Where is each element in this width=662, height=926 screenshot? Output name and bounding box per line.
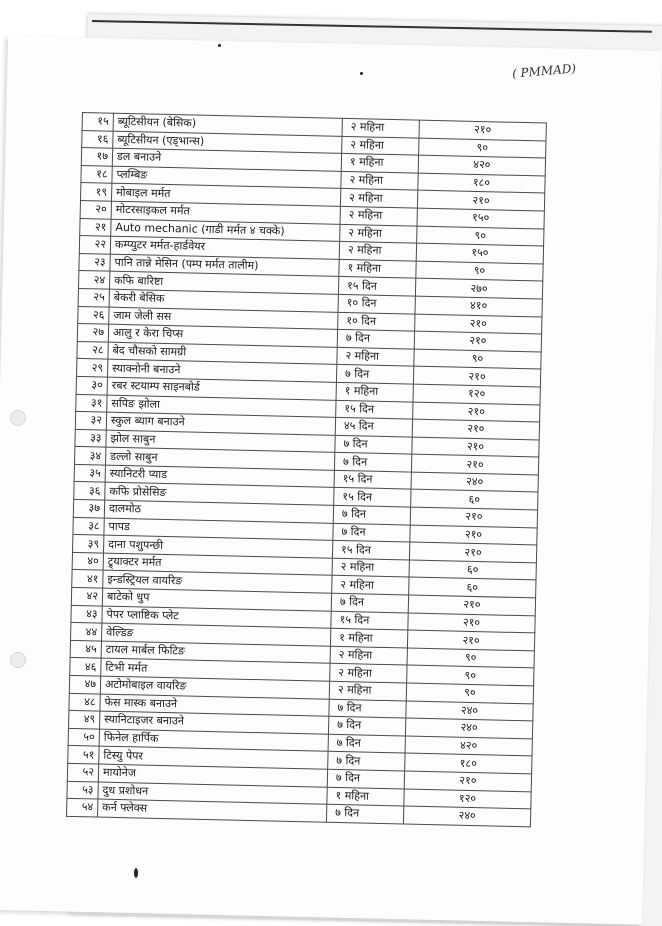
course-hours: १८०	[418, 173, 545, 193]
course-hours: २४०	[405, 718, 532, 738]
training-table	[66, 112, 547, 827]
course-hours: २१०	[408, 595, 535, 615]
row-number: ३५	[74, 464, 105, 482]
row-number: ५२	[67, 763, 98, 781]
row-number: २५	[78, 288, 109, 306]
course-duration: ७ दिन	[328, 734, 405, 753]
course-hours: १२०	[413, 384, 540, 404]
course-name: सपिङ झोला	[107, 395, 336, 418]
course-name: दालमोठ	[104, 500, 333, 523]
course-duration: ७ दिन	[333, 523, 410, 542]
course-hours: १५०	[417, 208, 544, 228]
course-duration: १० दिन	[338, 294, 415, 313]
course-name: डल बनाउने	[112, 148, 341, 171]
course-hours: २१०	[415, 314, 542, 334]
course-duration: २ महिना	[339, 242, 416, 261]
row-number: ५१	[68, 746, 99, 764]
row-number: ३२	[75, 412, 106, 430]
course-hours: २१०	[411, 454, 538, 474]
course-duration: ७ दिन	[328, 752, 405, 771]
course-hours: १५०	[416, 243, 543, 263]
row-number: ३७	[73, 499, 104, 517]
course-duration: १ महिना	[341, 154, 418, 173]
course-name: कफि प्रोसेसिङ	[105, 483, 334, 506]
course-duration: २ महिना	[340, 189, 417, 208]
course-hours: २१०	[410, 525, 537, 545]
row-number: ४७	[69, 675, 100, 693]
course-name: दाना पशुपन्छी	[104, 535, 333, 558]
row-number: ३४	[75, 447, 106, 465]
punch-hole	[10, 652, 26, 668]
row-number: २१	[80, 218, 111, 236]
course-name: पेपर प्लाष्टिक प्लेट	[102, 606, 331, 629]
course-name: Auto mechanic (गाडी मर्मत ४ चक्के)	[111, 219, 340, 242]
scan-speck	[134, 868, 138, 878]
course-name: टिस्यु पेपर	[99, 746, 328, 769]
row-number: २४	[78, 271, 109, 289]
course-hours: ४२०	[405, 736, 532, 756]
row-number: २०	[80, 200, 111, 218]
course-hours: ९०	[416, 261, 543, 281]
row-number: ४२	[71, 587, 102, 605]
row-number: १६	[82, 130, 113, 148]
row-number: ३३	[75, 429, 106, 447]
course-hours: ६०	[409, 577, 536, 597]
row-number: ४६	[70, 658, 101, 676]
course-name: प्लम्बिङ	[112, 166, 341, 189]
course-hours: ९०	[417, 226, 544, 246]
course-name: बेद चौसको सामग्री	[108, 342, 337, 365]
course-name: ट्र्याक्टर मर्मत	[103, 553, 332, 576]
table-body	[67, 113, 547, 827]
row-number: १८	[81, 165, 112, 183]
row-number: ५०	[68, 728, 99, 746]
course-name: बाटेको धुप	[102, 588, 331, 611]
row-number: ३०	[76, 376, 107, 394]
course-duration: ४५ दिन	[335, 417, 412, 436]
row-number: ४३	[71, 605, 102, 623]
course-name: स्कुल ब्याग बनाउने	[106, 412, 335, 435]
course-hours: २१०	[419, 120, 546, 140]
course-duration: १५ दिन	[334, 488, 411, 507]
course-duration: २ महिना	[332, 576, 409, 595]
row-number: ५४	[67, 798, 98, 816]
course-name: दुध प्रशोधन	[98, 782, 327, 805]
scan-speck	[360, 72, 363, 75]
course-duration: ७ दिन	[331, 593, 408, 612]
course-duration: १ महिना	[336, 382, 413, 401]
row-number: २६	[78, 306, 109, 324]
course-hours: ९०	[406, 683, 533, 703]
punch-hole	[10, 410, 26, 426]
row-number: ४८	[69, 693, 100, 711]
course-duration: १ महिना	[327, 787, 404, 806]
row-number: २२	[79, 236, 110, 254]
course-duration: २ महिना	[341, 171, 418, 190]
course-name: फेस मास्क बनाउने	[100, 694, 329, 717]
course-hours: २१०	[409, 542, 536, 562]
row-number: २७	[77, 324, 108, 342]
row-number: ४५	[70, 640, 101, 658]
course-duration: २ महिना	[340, 224, 417, 243]
course-hours: २१०	[407, 630, 534, 650]
course-duration: १ महिना	[330, 628, 407, 647]
course-name: टिभी मर्मत	[101, 658, 330, 681]
course-duration: २ महिना	[342, 118, 419, 137]
course-hours: २१०	[417, 191, 544, 211]
course-hours: २४०	[411, 472, 538, 492]
course-hours: २१०	[413, 402, 540, 422]
course-name: ब्यूटिसीयन (एड्भान्स)	[113, 131, 342, 154]
course-hours: २७०	[415, 278, 542, 298]
course-duration: ७ दिन	[328, 716, 405, 735]
course-duration: २ महिना	[332, 558, 409, 577]
course-duration: २ महिना	[329, 681, 406, 700]
course-name: स्यानिटाइजर बनाउने	[100, 711, 329, 734]
row-number: १७	[81, 148, 112, 166]
course-hours: २१०	[404, 771, 531, 791]
row-number: १५	[82, 113, 113, 131]
course-duration: ७ दिन	[336, 365, 413, 384]
course-name: ब्यूटिसीयन (बेसिक)	[113, 113, 342, 136]
course-hours: २१०	[410, 507, 537, 527]
course-hours: २१०	[412, 437, 539, 457]
course-hours: १८०	[405, 753, 532, 773]
course-duration: २ महिना	[330, 646, 407, 665]
course-hours: ९०	[414, 349, 541, 369]
course-name: पापड	[104, 518, 333, 541]
course-name: रबर स्टयाम्प साइनबोर्ड	[107, 377, 336, 400]
course-duration: १० दिन	[338, 312, 415, 331]
course-name: मायोनेज	[98, 764, 327, 787]
course-duration: ७ दिन	[337, 329, 414, 348]
course-duration: ७ दिन	[326, 804, 403, 823]
course-duration: १५ दिन	[332, 541, 409, 560]
course-duration: १५ दिन	[331, 611, 408, 630]
handwritten-note: ( PMMAD)	[511, 61, 577, 81]
course-duration: १ महिना	[339, 259, 416, 278]
course-duration: ७ दिन	[327, 769, 404, 788]
course-name: स्याक्नोनी बनाउने	[107, 359, 336, 382]
row-number: २८	[77, 341, 108, 359]
scan-speck	[218, 44, 221, 47]
course-hours: ६०	[409, 560, 536, 580]
course-name: झोल साबुन	[106, 430, 335, 453]
course-duration: ७ दिन	[334, 453, 411, 472]
row-number: ३९	[73, 535, 104, 553]
row-number: २९	[77, 359, 108, 377]
course-name: मोबाइल मर्मत	[111, 184, 340, 207]
row-number: ३८	[73, 517, 104, 535]
course-name: कफि बारिष्टा	[109, 272, 338, 295]
course-hours: २४०	[403, 806, 530, 826]
course-name: डल्लो साबुन	[105, 447, 334, 470]
course-hours: ६०	[411, 490, 538, 510]
row-number: ४९	[69, 711, 100, 729]
course-name: वेल्डिङ	[102, 623, 331, 646]
row-number: ४१	[72, 570, 103, 588]
course-duration: २ महिना	[330, 664, 407, 683]
course-name: मोटरसाइकल मर्मत	[111, 201, 340, 224]
row-number: १९	[80, 183, 111, 201]
course-name: आलु र केरा चिप्स	[108, 324, 337, 347]
course-duration: १५ दिन	[336, 400, 413, 419]
course-name: फिनेल हार्पिक	[99, 729, 328, 752]
course-duration: २ महिना	[337, 347, 414, 366]
course-hours: २४०	[406, 701, 533, 721]
course-duration: ७ दिन	[329, 699, 406, 718]
row-number: ५३	[67, 781, 98, 799]
course-name: पानि तान्ने मेसिन (पम्प मर्मत तालीम)	[110, 254, 339, 277]
row-number: ४४	[71, 623, 102, 641]
course-name: अटोमोबाइल वायरिङ	[100, 676, 329, 699]
course-name: जाम जेली सस	[109, 307, 338, 330]
row-number: ४०	[72, 552, 103, 570]
course-hours: २१०	[412, 419, 539, 439]
course-hours: २१०	[408, 613, 535, 633]
course-name: इन्डस्ट्रियल वायरिङ	[103, 571, 332, 594]
course-duration: २ महिना	[342, 136, 419, 155]
course-duration: १५ दिन	[334, 470, 411, 489]
course-hours: ४१०	[415, 296, 542, 316]
row-number: २३	[79, 253, 110, 271]
course-hours: ९०	[407, 665, 534, 685]
course-hours: ४२०	[418, 155, 545, 175]
course-duration: ७ दिन	[335, 435, 412, 454]
course-hours: १२०	[404, 789, 531, 809]
course-duration: १५ दिन	[338, 277, 415, 296]
course-hours: ९०	[419, 138, 546, 158]
row-number: ३६	[74, 482, 105, 500]
course-name: बेकरी बेसिक	[109, 289, 338, 312]
course-hours: २१०	[413, 366, 540, 386]
course-name: टायल मार्बल फिटिङ	[101, 641, 330, 664]
course-hours: २१०	[414, 331, 541, 351]
course-name: कम्प्युटर मर्मत-हार्डवेयर	[110, 236, 339, 259]
course-name: स्यानिटरी प्याड	[105, 465, 334, 488]
course-duration: ७ दिन	[333, 505, 410, 524]
course-hours: ९०	[407, 648, 534, 668]
row-number: ३१	[76, 394, 107, 412]
course-name: कर्न फ्लेक्स	[98, 799, 327, 822]
course-duration: २ महिना	[340, 206, 417, 225]
